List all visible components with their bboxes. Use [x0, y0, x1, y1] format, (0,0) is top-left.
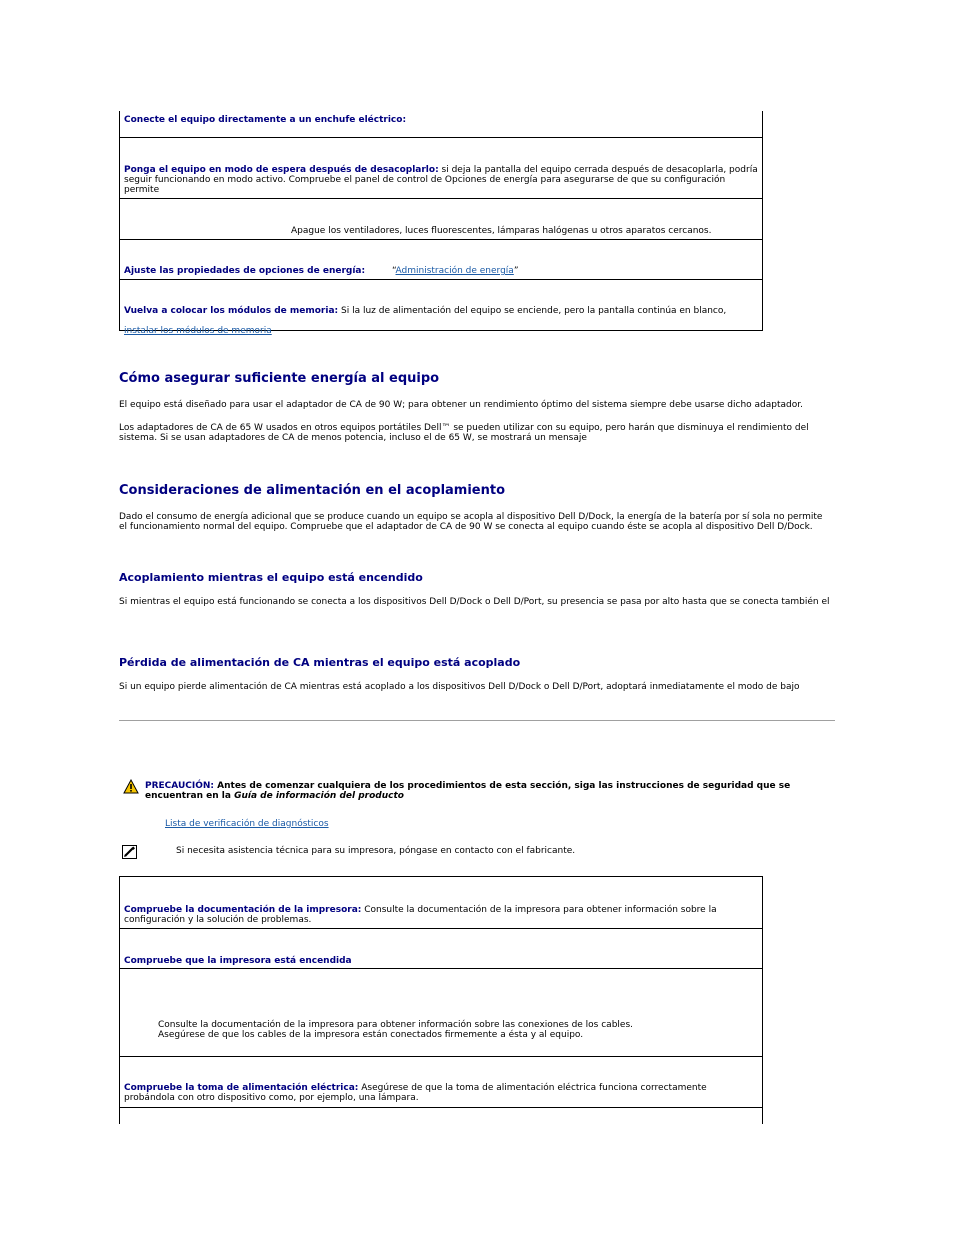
paragraph: Si un equipo pierde alimentación de CA mientras está acoplado a los dispositivos Dell D/Dock o Dell D/Port, adoptará inmediatamente el modo de bajo: [119, 682, 800, 692]
table-row: [120, 280, 762, 336]
product-info-guide: Guía de información del producto: [234, 791, 404, 801]
row-text: Asegúrese de que la toma de alimentación eléctrica funciona correctamente probándola con otro dispositivo como, por ejemplo, una lámpara.: [124, 1083, 707, 1103]
paragraph: El equipo está diseñado para usar el adaptador de CA de 90 W; para obtener un rendimiento óptimo del sistema siempre debe usarse dicho adaptador.: [119, 400, 803, 410]
row-text: Asegúrese de que los cables de la impresora están conectados firmemente a ésta y al equipo.: [158, 1030, 584, 1040]
row-heading: Ajuste las propiedades de opciones de energía:: [124, 266, 366, 276]
table-row: [120, 199, 762, 240]
row-text: Consulte la documentación de la impresora para obtener información sobre las conexiones de los cables.: [158, 1020, 633, 1030]
paragraph: Si mientras el equipo está funcionando se conecta a los dispositivos Dell D/Dock o Dell D/Port, su presencia se pasa por alto hasta que se conecta también el: [119, 597, 830, 607]
row-heading: Ponga el equipo en modo de espera después de desacoplarlo:: [124, 165, 439, 175]
section-heading-docking-power: Consideraciones de alimentación en el acoplamiento: [119, 483, 506, 498]
table-row: [120, 138, 762, 199]
diagnostics-checklist-link[interactable]: Lista de verificación de diagnósticos: [165, 819, 329, 829]
table-row: [120, 877, 762, 929]
row-heading: Compruebe la documentación de la impresora:: [124, 905, 362, 915]
subheading-docking-while-on: Acoplamiento mientras el equipo está encendido: [119, 571, 423, 584]
section-divider: [119, 720, 835, 721]
row-text: Si la luz de alimentación del equipo se enciende, pero la pantalla continúa en blanco,: [338, 306, 727, 316]
row-text: Consulte la documentación de la impresora para obtener información sobre la configuración y la solución de problemas.: [124, 905, 717, 925]
memory-modules-link[interactable]: instalar los módulos de memoria: [124, 326, 272, 336]
row-heading: Vuelva a colocar los módulos de memoria:: [124, 306, 339, 316]
note-text: Si necesita asistencia técnica para su impresora, póngase en contacto con el fabricante.: [176, 846, 576, 856]
table-row: [120, 111, 762, 138]
table-row: [120, 969, 762, 1057]
warning-triangle-icon: [123, 779, 139, 794]
row-text: si deja la pantalla del equipo cerrada después de desacoplarla, podría seguir funcionando en modo activo. Compruebe el panel de control de Opciones de energía para asegurarse de que su configuración permite: [124, 165, 758, 195]
paragraph: Los adaptadores de CA de 65 W usados en otros equipos portátiles Dell™ se pueden utilizar con su equipo, pero harán que disminuya el rendimiento del sistema. Si se usan adaptadores de CA de menos potencia, incluso el de 65 W, se mostrará un mensaje: [119, 423, 809, 443]
paragraph: Dado el consumo de energía adicional que se produce cuando un equipo se acopla al dispositivo Dell D/Dock, la energía de la batería por sí sola no permite el funcionamiento normal del equipo. Compruebe que el adaptador de CA de 90 W se conecta al equipo cuando éste se acopla al dispositivo Dell D/Dock.: [119, 512, 823, 532]
table-row: [120, 1057, 762, 1108]
section-heading-sufficient-power: Cómo asegurar suficiente energía al equipo: [119, 371, 440, 386]
row-text: Apague los ventiladores, luces fluorescentes, lámparas halógenas u otros aparatos cercanos.: [291, 226, 712, 236]
caution-text: PRECAUCIÓN: Antes de comenzar cualquiera de los procedimientos de esta sección, siga las instrucciones de seguridad que se encuentran en la Guía de información del producto: [145, 781, 791, 801]
row-heading: Compruebe la toma de alimentación eléctrica:: [124, 1083, 359, 1093]
row-heading: Compruebe que la impresora está encendida: [124, 956, 352, 966]
power-troubleshoot-table: [119, 111, 763, 336]
row-heading: Conecte el equipo directamente a un enchufe eléctrico:: [124, 115, 407, 125]
note-pencil-icon: [122, 845, 137, 859]
subheading-ac-loss-docked: Pérdida de alimentación de CA mientras el equipo está acoplado: [119, 656, 521, 669]
printer-troubleshoot-table: [119, 876, 763, 1124]
caution-label: PRECAUCIÓN:: [145, 781, 215, 791]
power-management-link[interactable]: Administración de energía: [395, 266, 514, 276]
table-row: Ajuste las propiedades de opciones de energía: “Administración de energía”: [120, 240, 762, 280]
table-row: [120, 929, 762, 969]
